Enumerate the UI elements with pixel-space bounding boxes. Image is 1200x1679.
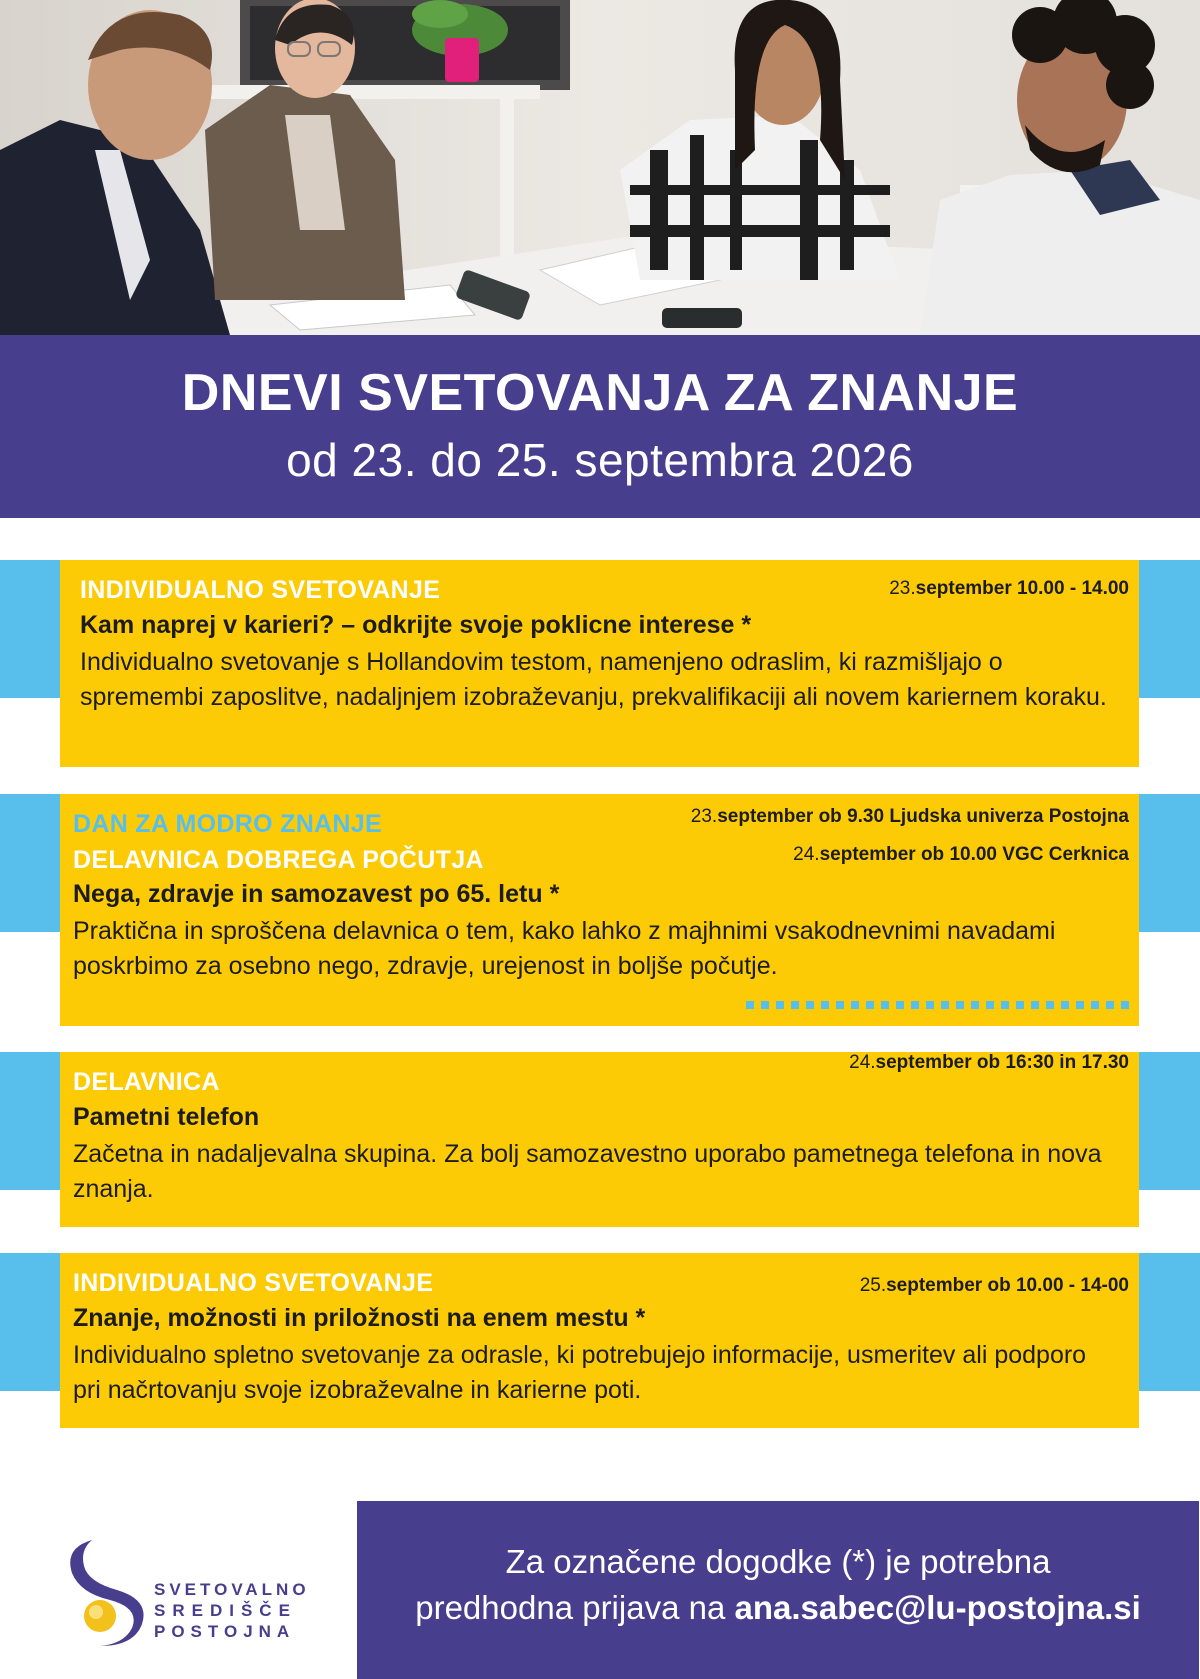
event-kicker: DELAVNICA: [73, 1068, 220, 1096]
event-headline: Nega, zdravje in samozavest po 65. letu *: [73, 880, 560, 908]
event-date-2: 24.september ob 10.00 VGC Cerknica: [793, 844, 1129, 865]
hero-photo-meeting: [0, 0, 1200, 335]
logo-svetovalno-sredisce: [62, 1538, 332, 1648]
event-kicker: DELAVNICA DOBREGA POČUTJA: [73, 846, 484, 874]
dotted-divider: [746, 1001, 1131, 1009]
event-description: Začetna in nadaljevalna skupina. Za bolj samozavestno uporabo pametnega telefona in nova znanja.: [73, 1140, 1102, 1203]
notice-line-2: predhodna prijava na ana.sabec@lu-postojna.si: [415, 1589, 1141, 1626]
event-description: Praktična in sproščena delavnica o tem, kako lahko z majhnimi vsakodnevnimi navadami poskrbimo za osebno nego, zdravje, urejenost in boljše počutje.: [73, 917, 1056, 980]
event-date: 24.september ob 16:30 in 17.30: [849, 1052, 1129, 1073]
event-description: Individualno spletno svetovanje za odrasle, ki potrebujejo informacije, usmeritev ali podporo pri načrtovanju svoje izobraževalne in karierne poti.: [73, 1341, 1087, 1404]
event-card-1: [60, 560, 1139, 767]
event-card-3: [60, 1052, 1139, 1227]
event-kicker: INDIVIDUALNO SVETOVANJE: [73, 1269, 434, 1297]
event-card-2: [60, 794, 1139, 1026]
contact-email-link[interactable]: ana.sabec@lu-postojna.si: [734, 1589, 1141, 1626]
event-headline: Pametni telefon: [73, 1103, 260, 1131]
logo-swoosh-icon: [62, 1538, 147, 1648]
event-kicker: INDIVIDUALNO SVETOVANJE: [80, 576, 441, 604]
notice-line-1: Za označene dogodke (*) je potrebna: [505, 1543, 1051, 1580]
event-headline: Znanje, možnosti in priložnosti na enem mestu *: [73, 1304, 646, 1332]
page-title: DNEVI SVETOVANJA ZA ZNANJE: [181, 364, 1019, 422]
event-date: 23.september ob 9.30 Ljudska univerza Postojna: [690, 806, 1129, 827]
event-description: Individualno svetovanje s Hollandovim testom, namenjeno odraslim, ki razmišljajo o spremembi zaposlitve, nadaljnjem izobraževanju, prekvalifikaciji ali novem kariernem koraku.: [80, 648, 1107, 711]
logo-text-line-3: POSTOJNA: [154, 1622, 296, 1641]
event-date: 23.september 10.00 - 14.00: [889, 578, 1129, 599]
event-headline: Kam naprej v karieri? – odkrijte svoje poklicne interese *: [80, 611, 752, 639]
title-band: [0, 335, 1200, 518]
event-dates: od 23. do 25. septembra 2026: [286, 434, 914, 486]
logo-text-line-1: SVETOVALNO: [154, 1580, 310, 1599]
logo-text-line-2: SREDIŠČE: [154, 1601, 297, 1620]
event-kicker-blue: DAN ZA MODRO ZNANJE: [73, 810, 382, 838]
registration-notice: [357, 1501, 1199, 1679]
event-date: 25.september ob 10.00 - 14-00: [859, 1275, 1129, 1296]
event-card-4: [60, 1253, 1139, 1428]
